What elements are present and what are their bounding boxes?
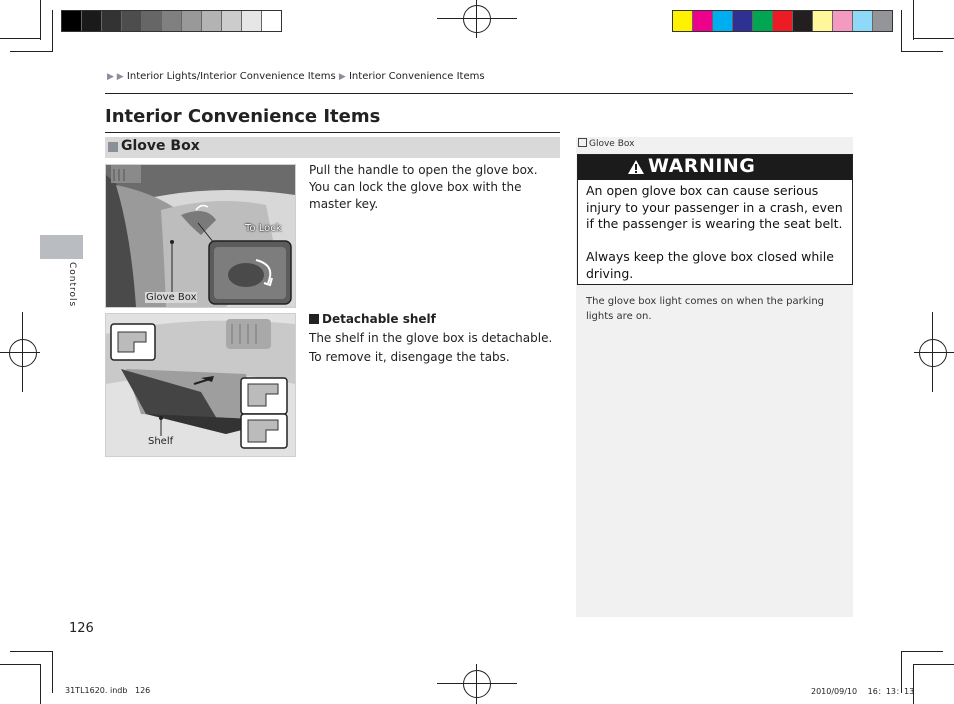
gray-swatch — [142, 11, 162, 31]
gray-swatch — [242, 11, 262, 31]
color-swatch — [753, 11, 773, 31]
gray-swatch — [162, 11, 182, 31]
color-swatch — [873, 11, 892, 31]
glove-box-light-note: The glove box light comes on when the parking lights are on. — [586, 296, 825, 322]
warning-text-2: Always keep the glove box closed while driving. — [586, 249, 834, 281]
color-swatch — [693, 11, 713, 31]
breadcrumb-link-interior-convenience[interactable]: Interior Convenience Items — [348, 71, 485, 82]
detachable-shelf-heading — [309, 312, 436, 326]
color-swatch — [793, 11, 813, 31]
grayscale-bar — [61, 10, 282, 32]
color-swatch — [713, 11, 733, 31]
gray-swatch — [62, 11, 82, 31]
figure-label-glove-box: Glove Box — [146, 292, 197, 303]
detachable-shelf-illustration — [105, 313, 296, 457]
gray-swatch — [202, 11, 222, 31]
warning-triangle-icon — [627, 159, 645, 175]
gray-swatch — [102, 11, 122, 31]
breadcrumb — [107, 71, 485, 82]
header-rule — [105, 93, 853, 94]
title-rule — [105, 132, 560, 133]
figure-label-shelf: Shelf — [148, 436, 174, 447]
warning-text-1: An open glove box can cause serious injury to your passenger in a crash, even if the passenger is wearing the seat belt. — [586, 183, 843, 231]
warning-title: WARNING — [648, 155, 756, 177]
shelf-paragraph-1: The shelf in the glove box is detachable. — [309, 331, 553, 345]
footer-file-name: 31TL1620. indb — [65, 686, 128, 695]
gray-swatch — [182, 11, 202, 31]
shelf-drawing — [106, 314, 295, 456]
warning-header — [578, 155, 852, 180]
sidebar-heading — [578, 138, 634, 149]
section-square-icon — [108, 142, 118, 152]
gray-swatch — [222, 11, 242, 31]
section-title: Glove Box — [121, 138, 200, 154]
color-swatch — [733, 11, 753, 31]
section-header-glove-box — [105, 137, 560, 158]
breadcrumb-link-interior-lights[interactable]: Interior Lights/Interior Convenience Items — [126, 71, 336, 82]
sidebar-heading-text: Glove Box — [589, 139, 635, 149]
glove-box-drawing — [106, 165, 295, 307]
side-tab-controls[interactable] — [40, 235, 83, 259]
gray-swatch — [122, 11, 142, 31]
color-swatch — [853, 11, 873, 31]
page-number: 126 — [69, 621, 94, 636]
footer-date: 2010/09/10 16：13：13 — [811, 687, 915, 696]
detachable-shelf-heading-text: Detachable shelf — [322, 312, 436, 326]
gray-swatch — [82, 11, 102, 31]
color-swatch — [833, 11, 853, 31]
color-swatch — [673, 11, 693, 31]
page-title: Interior Convenience Items — [105, 106, 381, 127]
heading-square-icon — [309, 314, 319, 324]
color-swatch — [773, 11, 793, 31]
shelf-paragraph-2: To remove it, disengage the tabs. — [309, 350, 510, 364]
glove-box-paragraph: Pull the handle to open the glove box. You can lock the glove box with the master key. — [309, 163, 538, 211]
color-bar — [672, 10, 893, 32]
reference-icon — [578, 138, 587, 147]
color-swatch — [813, 11, 833, 31]
footer-page: 126 — [135, 686, 151, 695]
breadcrumb-arrows: ▶ ▶ — [107, 72, 124, 82]
side-tab-label: Controls — [67, 262, 77, 308]
figure-label-to-lock: To Lock — [245, 223, 282, 234]
warning-box — [577, 154, 853, 285]
glove-box-illustration — [105, 164, 296, 308]
breadcrumb-separator: ▶ — [338, 72, 346, 82]
gray-swatch — [262, 11, 281, 31]
